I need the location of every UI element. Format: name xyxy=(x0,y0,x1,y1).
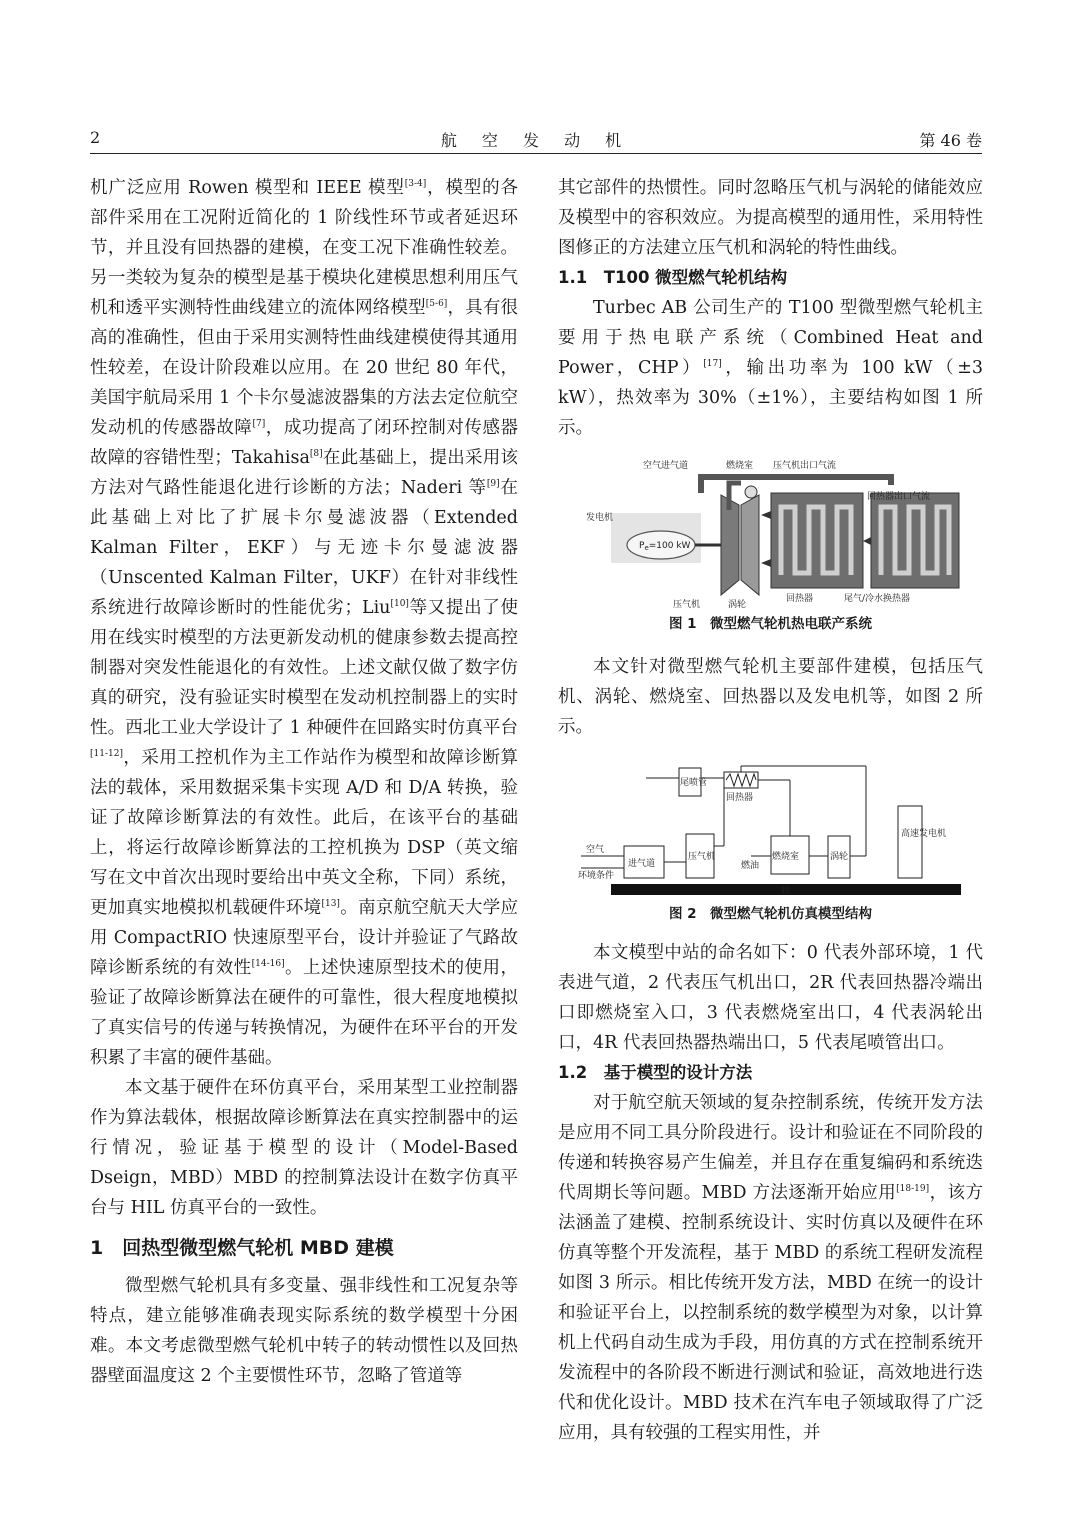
figure-2-caption: 图 2 微型燃气轮机仿真模型结构 xyxy=(668,906,873,922)
text: 。南京航空航天大学应用 CompactRIO 快速原型平台，设计并验证了气路故障诊断系统的有效性 xyxy=(90,898,519,978)
text: 机广泛应用 Rowen 模型和 IEEE 模型 xyxy=(90,178,405,198)
citation[interactable]: [11-12] xyxy=(90,749,123,760)
generator-block xyxy=(898,806,922,878)
label-compressor: 压气机 xyxy=(687,852,715,862)
label-nozzle: 尾喷管 xyxy=(679,778,707,788)
text: ，成功提高了闭环控制对传感器故障的容错性型；Takahisa xyxy=(90,418,519,468)
section-title: 回热型微型燃气轮机 MBD 建模 xyxy=(122,1237,394,1259)
section-heading xyxy=(90,1233,518,1263)
citation[interactable]: [7] xyxy=(252,419,266,430)
figure-2 xyxy=(576,756,966,896)
turbine-shape xyxy=(741,495,759,595)
label-inlet: 进气道 xyxy=(627,859,655,869)
citation[interactable]: [5-6] xyxy=(425,299,448,310)
label-recuperator: 回热器 xyxy=(785,594,813,604)
label-environment: 环境条件 xyxy=(577,871,614,881)
citation[interactable]: [13] xyxy=(321,899,340,910)
combustor-shape xyxy=(745,486,757,498)
paragraph: 其它部件的热惯性。同时忽略压气机与涡轮的储能效应及模型中的容积效应。为提高模型的通用性，采用特性图修正的方法建立压气机和涡轮的特性曲线。 xyxy=(558,178,983,258)
label-recuperator-outlet: 回热器出口气流 xyxy=(866,492,930,502)
label-air-inlet: 空气进气道 xyxy=(642,461,688,471)
subsection-heading: 1.2 基于模型的设计方法 xyxy=(558,1063,753,1082)
subsection-heading: 1.1 T100 微型燃气轮机结构 xyxy=(558,268,788,287)
text: ，输出功率为 100 kW（±3 kW），热效率为 30%（±1%），主要结构如图 1 所示。 xyxy=(558,358,983,438)
right-column xyxy=(558,173,983,1448)
citation[interactable]: [14-16] xyxy=(251,959,285,970)
page-number: 2 xyxy=(90,128,101,147)
paragraph: 本文模型中站的命名如下：0 代表外部环境，1 代表进气道，2 代表压气机出口，2R 代表回热器冷端出口即燃烧室入口，3 代表燃烧室出口，4 代表涡轮出口，4R 代表回热器热端出口，5 代表尾喷管出口。 xyxy=(558,943,983,1053)
citation[interactable]: [9] xyxy=(486,479,500,490)
label-combustor: 燃烧室 xyxy=(771,852,799,862)
text: 在此基础上，提出采用该方法对气路性能退化进行诊断的方法；Naderi 等 xyxy=(90,448,518,498)
text: 对于航空航天领域的复杂控制系统，传统开发方法是应用不同工具分阶段进行。设计和验证在不同阶段的传递和转换容易产生偏差，并且存在重复编码和系统迭代周期长等问题。MBD 方法逐渐开始应用 xyxy=(558,1093,983,1203)
text: ，采用工控机作为主工作站作为模型和故障诊断算法的载体，采用数据采集卡实现 A/D 和 D/A 转换，验证了故障诊断算法的有效性。此后，在该平台的基础上，将运行故障诊断算法的工控机换为 DSP（英文缩写在文中首次出现时要给出中英文全称，下同）系统，更加真实地模拟机载硬件环境 xyxy=(90,748,518,918)
recuperator-block xyxy=(724,772,758,788)
text: 等又提出了使用在线实时模型的方法更新发动机的健康参数去提高控制器对突发性能退化的有效性。上述文献仅做了数字仿真的研究，没有验证实时模型在发动机控制器上的实时性。西北工业大学设计了 1 种硬件在回路实时仿真平台 xyxy=(90,598,518,738)
paragraph: 本文针对微型燃气轮机主要部件建模，包括压气机、涡轮、燃烧室、回热器以及发电机等，如图 2 所示。 xyxy=(558,657,983,737)
citation[interactable]: [17] xyxy=(703,359,722,370)
figure-1-diagram xyxy=(581,455,961,610)
figure-1-caption: 图 1 微型燃气轮机热电联产系统 xyxy=(668,616,873,632)
power-label: $P_e=100$ kW xyxy=(638,541,690,552)
section-number: 1 xyxy=(90,1237,104,1259)
figure-2-diagram xyxy=(576,756,966,896)
label-generator: 高速发电机 xyxy=(900,829,946,839)
text: 。上述快速原型技术的使用，验证了故障诊断算法在硬件的可靠性，很大程度地模拟了真实信号的传递与转换情况，为硬件在环平台的开发积累了丰富的硬件基础。 xyxy=(90,958,519,1068)
header-rule xyxy=(90,153,982,154)
label-shaft: 轴 xyxy=(780,886,790,896)
text: ，该方法涵盖了建模、控制系统设计、实时仿真以及硬件在环仿真等整个开发流程，基于 MBD 的系统工程研发流程如图 3 所示。相比传统开发方法，MBD 在统一的设计和验证平台上，以控制系统的数学模型为对象，以计算机上代码自动生成为手段，用仿真的方式在控制系统开发流程中的各阶段不断进行测试和验证，高效地进行迭代和优化设计。MBD 技术在汽车电子领域取得了广泛应用，具有较强的工程实用性，并 xyxy=(558,1183,983,1443)
volume-label: 第 46 卷 xyxy=(919,131,982,150)
paragraph xyxy=(558,1088,983,1448)
text: ，模型的各部件采用在工况附近简化的 1 阶线性环节或者延迟环节，并且没有回热器的建模，在变工况下准确性较差。另一类较为复杂的模型是基于模块化建模思想利用压气机和透平实测特性曲线建立的流体网络模型 xyxy=(90,178,519,318)
label-fuel: 燃油 xyxy=(740,861,759,871)
citation[interactable]: [8] xyxy=(309,449,323,460)
citation[interactable]: [10] xyxy=(390,599,409,610)
citation[interactable]: [3-4] xyxy=(404,179,427,190)
figure-1 xyxy=(581,455,961,610)
left-column xyxy=(90,173,518,1391)
paragraph xyxy=(558,293,983,443)
label-heat-exchanger: 尾气/冷水换热器 xyxy=(843,594,910,604)
label-turbine: 涡轮 xyxy=(829,852,848,862)
paragraph: 本文基于硬件在环仿真平台，采用某型工业控制器作为算法载体，根据故障诊断算法在真实控制器中的运行情况，验证基于模型的设计（Model-Based Dseign，MBD）MBD 的控制算法设计在数字仿真平台与 HIL 仿真平台的一致性。 xyxy=(90,1078,518,1218)
label-compressor: 压气机 xyxy=(672,600,700,610)
text: 在此基础上对比了扩展卡尔曼滤波器（Extended Kalman Filter，EKF）与无迹卡尔曼滤波器（Unscented Kalman Filter，UKF）在针对非线性系统进行故障诊断时的性能优劣；Liu xyxy=(90,478,518,618)
label-generator: 发电机 xyxy=(585,513,613,523)
paragraph xyxy=(90,173,518,1073)
label-turbine: 涡轮 xyxy=(727,600,746,610)
label-air: 空气 xyxy=(585,845,604,855)
text: Turbec AB 公司生产的 T100 型微型燃气轮机主要用于热电联产系统（Combined Heat and Power，CHP） xyxy=(558,298,983,378)
label-combustor: 燃烧室 xyxy=(725,461,753,471)
label-compressor-outlet: 压气机出口气流 xyxy=(772,461,836,471)
running-header xyxy=(90,128,982,154)
text: ，具有很高的准确性，但由于采用实测特性曲线建模使得其通用性较差，在设计阶段难以应用。在 20 世纪 80 年代，美国宇航局采用 1 个卡尔曼滤波器集的方法去定位航空发动机的传感器故障 xyxy=(90,298,519,438)
journal-title: 航 空 发 动 机 xyxy=(440,131,632,150)
label-recuperator: 回热器 xyxy=(725,793,753,803)
paragraph: 微型燃气轮机具有多变量、强非线性和工况复杂等特点，建立能够准确表现实际系统的数学模型十分困难。本文考虑微型燃气轮机中转子的转动惯性以及回热器壁面温度这 2 个主要惯性环节，忽略了管道等 xyxy=(90,1276,518,1386)
citation[interactable]: [18-19] xyxy=(896,1184,930,1195)
